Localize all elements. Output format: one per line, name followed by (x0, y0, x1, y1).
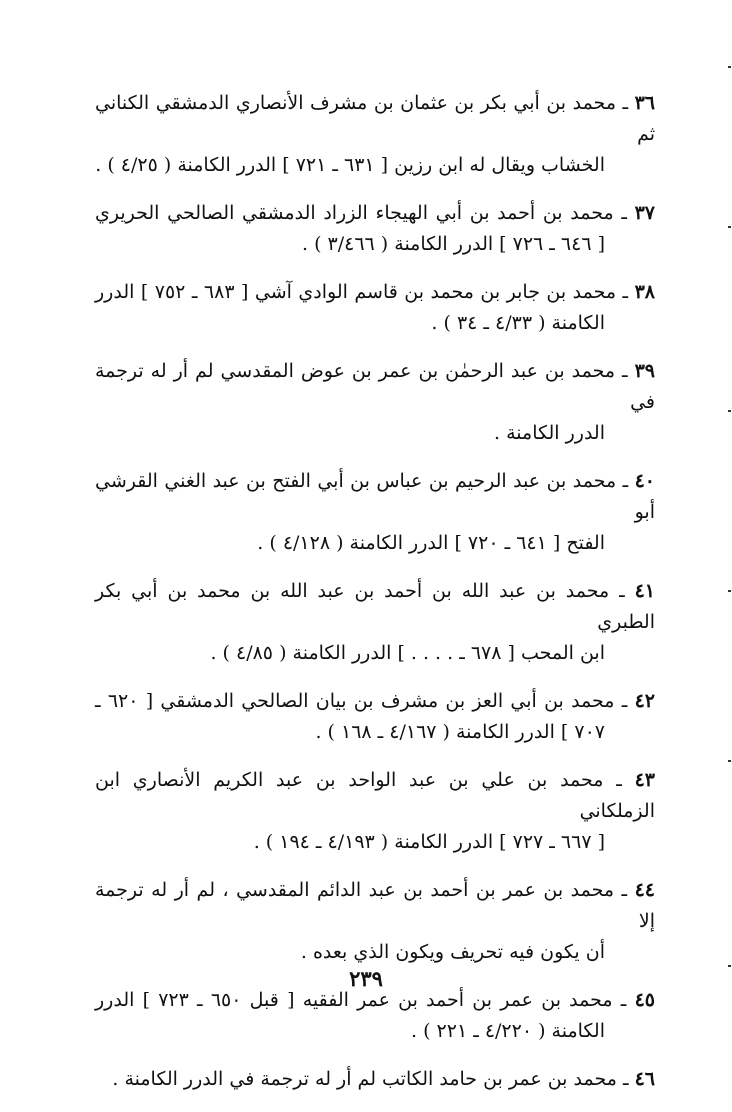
edge-mark (728, 66, 731, 68)
entry-text-line2: الكامنة ( ٤/٢٢٠ ـ ٢٢١ ) . (411, 1020, 605, 1042)
edge-mark (728, 760, 731, 762)
entry-text-line1: محمد بن عمر بن أحمد بن عبد الدائم المقدسي ، لم أر له ترجمة إلا (95, 879, 655, 932)
list-item: ٤٣ ـ محمد بن علي بن عبد الواحد بن عبد الكريم الأنصاري ابن الزملكاني [ ٦٦٧ ـ ٧٢٧ ] الدرر الكامنة ( ٤/١٩٣ ـ ١٩٤ ) . (95, 765, 655, 858)
entry-text-line1: محمد بن عمر بن أحمد بن عمر الفقيه [ قبل ٦٥٠ ـ ٧٢٣ ] الدرر (95, 989, 613, 1011)
list-item: ٤٤ ـ محمد بن عمر بن أحمد بن عبد الدائم المقدسي ، لم أر له ترجمة إلا أن يكون فيه تحريف ويكون الذي بعده . (95, 875, 655, 968)
entry-text-line2: أن يكون فيه تحريف ويكون الذي بعده . (300, 941, 605, 963)
entry-text-line2: ابن المحب [ ٦٧٨ ـ . . . . ] الدرر الكامنة ( ٤/٨٥ ) . (210, 642, 605, 664)
entry-number: ٤٠ (634, 470, 655, 492)
entry-number: ٤٤ (634, 879, 655, 901)
page-number: ٢٣٩ (349, 966, 383, 991)
list-item: ٤٥ ـ محمد بن عمر بن أحمد بن عمر الفقيه [ قبل ٦٥٠ ـ ٧٢٣ ] الدرر الكامنة ( ٤/٢٢٠ ـ ٢٢١ ) . (95, 985, 655, 1047)
list-item: ٤٠ ـ محمد بن عبد الرحيم بن عباس بن أبي الفتح بن عبد الغني القرشي أبو الفتح [ ٦٤١ ـ ٧٢٠ ] الدرر الكامنة ( ٤/١٢٨ ) . (95, 466, 655, 559)
entry-text-line1: محمد بن عمر بن حامد الكاتب لم أر له ترجمة في الدرر الكامنة . (112, 1068, 617, 1090)
entry-text-line1: محمد بن عبد الرحيم بن عباس بن أبي الفتح بن عبد الغني القرشي أبو (95, 470, 655, 523)
list-item: ٣٩ ـ محمد بن عبد الرحمٰن بن عمر بن عوض المقدسي لم أر له ترجمة في الدرر الكامنة . (95, 356, 655, 449)
entry-text-line1: محمد بن أحمد بن أبي الهيجاء الزراد الدمشقي الصالحي الحريري (95, 202, 614, 224)
entry-text-line2: الدرر الكامنة . (494, 422, 605, 444)
entry-text-line1: محمد بن علي بن عبد الواحد بن عبد الكريم الأنصاري ابن الزملكاني (95, 769, 655, 822)
entry-text-line2: [ ٦٦٧ ـ ٧٢٧ ] الدرر الكامنة ( ٤/١٩٣ ـ ١٩٤ ) . (253, 831, 605, 853)
entry-number: ٣٩ (634, 360, 655, 382)
entry-number: ٤١ (634, 580, 655, 602)
list-item: ٤٦ ـ محمد بن عمر بن حامد الكاتب لم أر له ترجمة في الدرر الكامنة . (112, 1068, 655, 1090)
edge-mark (728, 590, 731, 592)
entry-text-line2: ٧٠٧ ] الدرر الكامنة ( ٤/١٦٧ ـ ١٦٨ ) . (315, 721, 605, 743)
entry-number: ٣٨ (634, 281, 655, 303)
entry-number: ٤٥ (634, 989, 655, 1011)
entries-list (95, 88, 655, 1112)
entry-number: ٣٦ (634, 92, 655, 114)
entry-text-line2: الكامنة ( ٤/٣٣ ـ ٣٤ ) . (431, 312, 605, 334)
list-item: ٣٧ ـ محمد بن أحمد بن أبي الهيجاء الزراد الدمشقي الصالحي الحريري [ ٦٤٦ ـ ٧٢٦ ] الدرر الكامنة ( ٣/٤٦٦ ) . (95, 198, 655, 260)
entry-number: ٤٦ (634, 1068, 655, 1090)
entry-text-line1: محمد بن جابر بن محمد بن قاسم الوادي آشي [ ٦٨٣ ـ ٧٥٢ ] الدرر (95, 281, 617, 303)
entry-text-line2: الخشاب ويقال له ابن رزين [ ٦٣١ ـ ٧٢١ ] الدرر الكامنة ( ٤/٢٥ ) . (95, 154, 605, 176)
entry-number: ٤٢ (634, 690, 656, 712)
edge-mark (728, 410, 731, 412)
entry-text-line1: محمد بن عبد الرحمٰن بن عمر بن عوض المقدسي لم أر له ترجمة في (95, 360, 655, 413)
edge-mark (728, 226, 731, 228)
entry-text-line1: محمد بن عبد الله بن أحمد بن عبد الله بن محمد بن أبي بكر الطبري (95, 580, 655, 633)
list-item: ٣٨ ـ محمد بن جابر بن محمد بن قاسم الوادي آشي [ ٦٨٣ ـ ٧٥٢ ] الدرر الكامنة ( ٤/٣٣ ـ ٣٤ ) . (95, 277, 655, 339)
entry-text-line2: الفتح [ ٦٤١ ـ ٧٢٠ ] الدرر الكامنة ( ٤/١٢٨ ) . (257, 532, 605, 554)
entry-number: ٣٧ (634, 202, 655, 224)
list-item: ٤٢ ـ محمد بن أبي العز بن مشرف بن بيان الصالحي الدمشقي [ ٦٢٠ ـ ٧٠٧ ] الدرر الكامنة ( ٤/١٦٧ ـ ١٦٨ ) . (95, 686, 655, 748)
list-item: ٣٦ ـ محمد بن أبي بكر بن عثمان بن مشرف الأنصاري الدمشقي الكناني ثم الخشاب ويقال له ابن رزين [ ٦٣١ ـ ٧٢١ ] الدرر الكامنة ( ٤/٢٥ ) . (95, 88, 655, 181)
list-item: ٤١ ـ محمد بن عبد الله بن أحمد بن عبد الله بن محمد بن أبي بكر الطبري ابن المحب [ ٦٧٨ ـ . . . . ] الدرر الكامنة ( ٤/٨٥ ) . (95, 576, 655, 669)
entry-text-line1: محمد بن أبي العز بن مشرف بن بيان الصالحي الدمشقي [ ٦٢٠ ـ (95, 690, 615, 712)
entry-number: ٤٣ (634, 769, 655, 791)
entry-text-line1: محمد بن أبي بكر بن عثمان بن مشرف الأنصاري الدمشقي الكناني ثم (95, 92, 655, 145)
entry-text-line2: [ ٦٤٦ ـ ٧٢٦ ] الدرر الكامنة ( ٣/٤٦٦ ) . (302, 233, 605, 255)
